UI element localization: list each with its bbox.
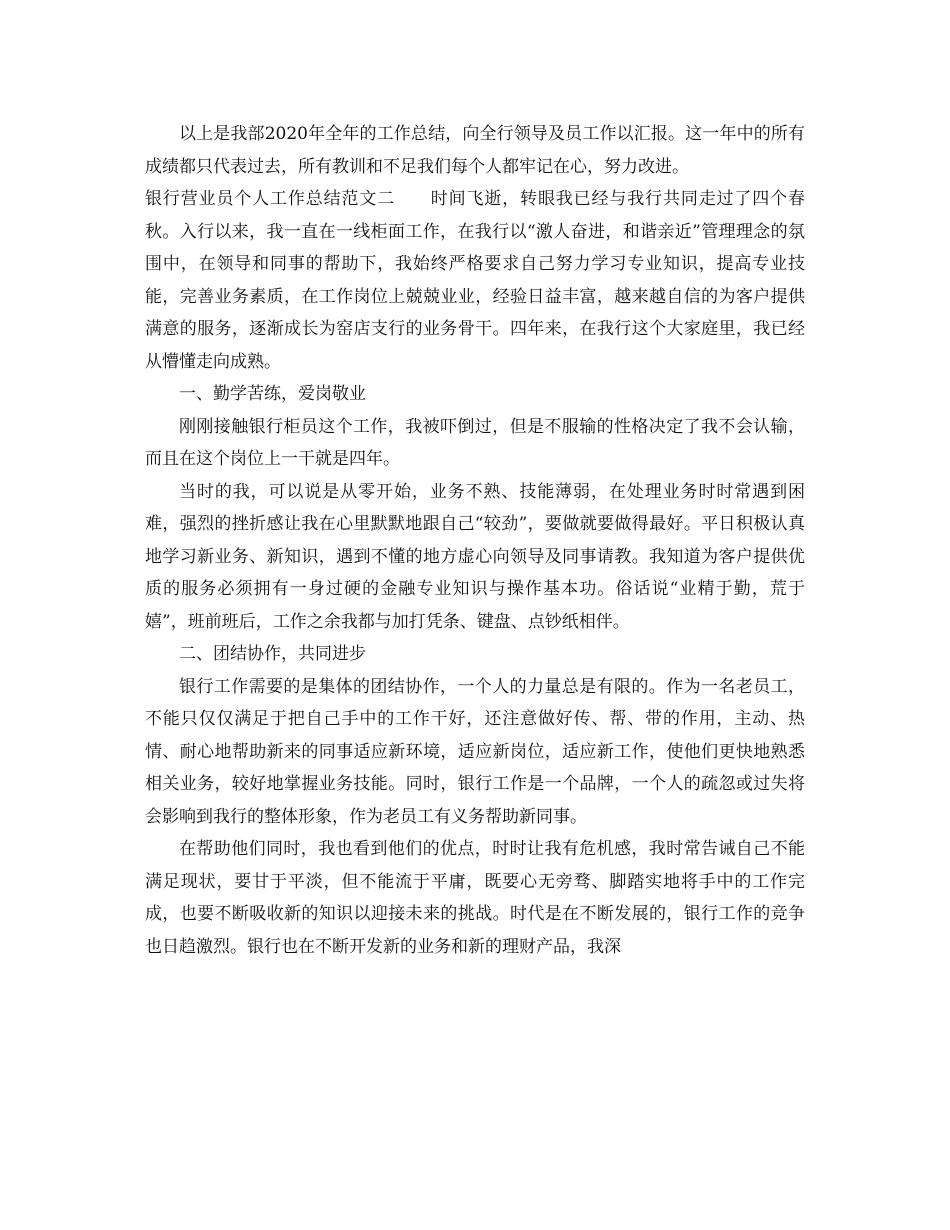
section-heading-1: 一、勤学苦练，爱岗敬业: [179, 384, 366, 404]
paragraph-first-contact: 刚刚接触银行柜员这个工作，我被吓倒过，但是不服输的性格决定了我不会认输，而且在这个岗位上一干就是四年。: [145, 416, 805, 469]
paragraph-summary-closing: 以上是我部2020年全年的工作总结，向全行领导及员工作以汇报。这一年中的所有成绩都只代表过去，所有教训和不足我们每个人都牢记在心，努力改进。: [145, 124, 805, 177]
section-heading-2: 二、团结协作，共同进步: [179, 644, 366, 664]
paragraph-article-intro: 银行营业员个人工作总结范文二 时间飞逝，转眼我已经与我行共同走过了四个春秋。入行以来，我一直在一线柜面工作，在我行以“激人奋进，和谐亲近”管理理念的氛围中，在领导和同事的帮助下，我始终严格要求自己努力学习专业知识，提高专业技能，完善业务素质，在工作岗位上兢兢业业，经验日益丰富，越来越自信的为客户提供满意的服务，逐渐成长为窑店支行的业务骨干。四年来，在我行这个大家庭里，我已经从懵懂走向成熟。: [145, 189, 805, 372]
paragraph-helping: 在帮助他们同时，我也看到他们的优点，时时让我有危机感，我时常告诫自己不能满足现状，要甘于平淡，但不能流于平庸，既要心无旁骛、脚踏实地将手中的工作完成，也要不断吸收新的知识以迎接未来的挑战。时代是在不断发展的，银行工作的竞争也日趋激烈。银行也在不断开发新的业务和新的理财产品，我深: [145, 839, 805, 957]
document-body: [145, 118, 805, 963]
paragraph-learning: 当时的我，可以说是从零开始，业务不熟、技能薄弱，在处理业务时时常遇到困难，强烈的挫折感让我在心里默默地跟自己“较劲”，要做就要做得最好。平日积极认真地学习新业务、新知识，遇到不懂的地方虚心向领导及同事请教。我知道为客户提供优质的服务必须拥有一身过硬的金融专业知识与操作基本功。俗话说“业精于勤，荒于嬉”，班前班后，工作之余我都与加打凭条、键盘、点钞纸相伴。: [145, 481, 805, 632]
paragraph-teamwork: 银行工作需要的是集体的团结协作，一个人的力量总是有限的。作为一名老员工，不能只仅仅满足于把自己手中的工作干好，还注意做好传、帮、带的作用，主动、热情、耐心地帮助新来的同事适应新环境，适应新岗位，适应新工作，使他们更快地熟悉相关业务，较好地掌握业务技能。同时，银行工作是一个品牌，一个人的疏忽或过失将会影响到我行的整体形象，作为老员工有义务帮助新同事。: [145, 676, 805, 827]
